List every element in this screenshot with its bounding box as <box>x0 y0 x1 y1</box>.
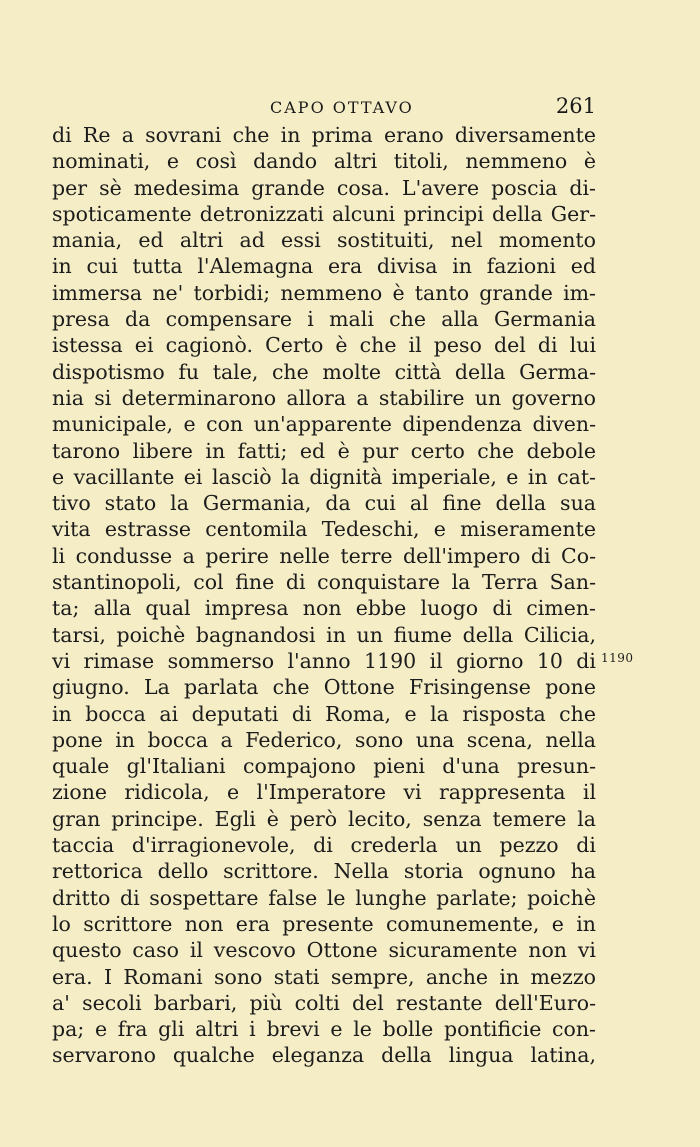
text-line: pa; e fra gli altri i brevi e le bolle pontificie con- <box>52 1017 596 1042</box>
text-line: vita estrasse centomila Tedeschi, e miseramente <box>52 517 596 542</box>
text-line: nia si determinarono allora a stabilire un governo <box>52 385 596 410</box>
text-line: istessa ei cagionò. Certo è che il peso del di lui <box>52 333 596 358</box>
text-line: giugno. La parlata che Ottone Frisingense pone <box>52 675 596 700</box>
text-line: vi rimase sommerso l'anno 1190 il giorno 10 di <box>52 648 596 673</box>
text-line: quale gl'Italiani compajono pieni d'una presun- <box>52 754 596 779</box>
text-line: dritto di sospettare false le lunghe parlate; poichè <box>52 885 596 910</box>
text-line: gran principe. Egli è però lecito, senza temere la <box>52 806 596 831</box>
chapter-title: CAPO OTTAVO <box>270 98 414 117</box>
text-line: tarono libere in fatti; ed è pur certo che debole <box>52 438 596 463</box>
margin-note-year: 1190 <box>601 651 634 665</box>
text-line: di Re a sovrani che in prima erano diversamente <box>52 123 596 147</box>
text-line: tarsi, poichè bagnandosi in un fiume della Cilicia, <box>52 622 596 647</box>
text-line: immersa ne' torbidi; nemmeno è tanto grande im- <box>52 280 596 305</box>
text-line: spoticamente detronizzati alcuni principi della Ger- <box>52 201 596 226</box>
text-line: zione ridicola, e l'Imperatore vi rappresenta il <box>52 780 596 805</box>
text-line: a' secoli barbari, più colti del restante dell'Euro- <box>52 990 596 1015</box>
text-line: questo caso il vescovo Ottone sicuramente non vi <box>52 938 596 963</box>
text-line: pone in bocca a Federico, sono una scena, nella <box>52 727 596 752</box>
page-number: 261 <box>555 94 596 118</box>
running-head <box>52 96 596 120</box>
body-text <box>52 122 596 1069</box>
text-line: era. I Romani sono stati sempre, anche in mezzo <box>52 964 596 989</box>
text-line: mania, ed altri ad essi sostituiti, nel momento <box>52 228 596 253</box>
text-line: ta; alla qual impresa non ebbe luogo di cimen- <box>52 596 596 621</box>
text-line: li condusse a perire nelle terre dell'impero di Co- <box>52 543 596 568</box>
text-line: municipale, e con un'apparente dipendenza diven- <box>52 412 596 437</box>
text-line: presa da compensare i mali che alla Germania <box>52 307 596 332</box>
text-line: servarono qualche eleganza della lingua latina, <box>52 1043 596 1068</box>
text-line: per sè medesima grande cosa. L'avere poscia di- <box>52 175 596 200</box>
text-line: in cui tutta l'Alemagna era divisa in fazioni ed <box>52 254 596 279</box>
text-line: lo scrittore non era presente comunemente, e in <box>52 911 596 936</box>
text-line: e vacillante ei lasciò la dignità imperiale, e in cat- <box>52 464 596 489</box>
text-line: tivo stato la Germania, da cui al fine della sua <box>52 491 596 516</box>
text-line: rettorica dello scrittore. Nella storia ognuno ha <box>52 859 596 884</box>
text-line: in bocca ai deputati di Roma, e la risposta che <box>52 701 596 726</box>
text-line: dispotismo fu tale, che molte città della Germa- <box>52 359 596 384</box>
text-line: nominati, e così dando altri titoli, nemmeno è <box>52 149 596 174</box>
text-line: taccia d'irragionevole, di crederla un pezzo di <box>52 833 596 858</box>
text-line: stantinopoli, col fine di conquistare la Terra San- <box>52 570 596 595</box>
